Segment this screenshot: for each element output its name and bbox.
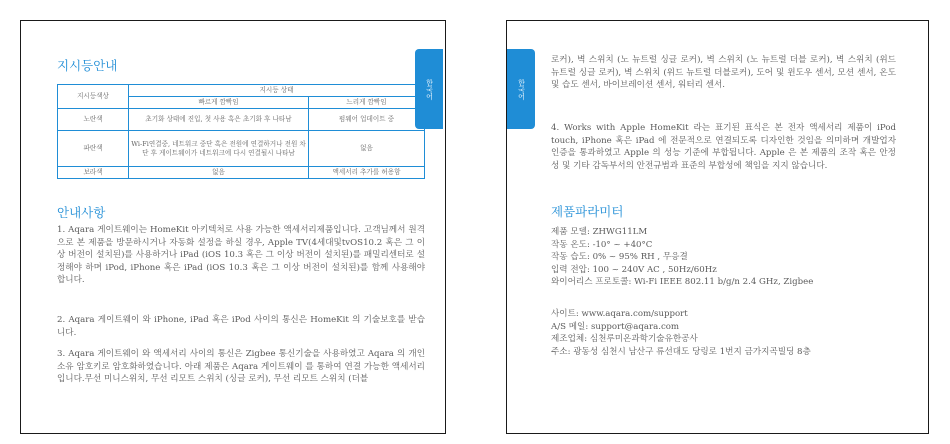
row-slow: 펌웨어 업데이트 중 [309, 109, 425, 131]
spec-line: 작동 습도: 0% ~ 95% RH , 무응결 [551, 252, 688, 263]
notice-paragraph-2: 2. Aqara 게이트웨이 와 iPhone, iPad 혹은 iPod 사이의 통신은 HomeKit 의 기술보호를 받습니다. [57, 315, 425, 338]
indicator-table [57, 84, 425, 179]
language-tab-left: 한국어 [415, 49, 443, 129]
spec-line: 제품 모델: ZHWG11LM [551, 227, 648, 237]
spec-line: 입력 전압: 100 ~ 240V AC , 50Hz/60Hz [551, 264, 717, 275]
row-color: 보라색 [58, 167, 129, 179]
contact-address: 주소: 광동성 심천시 남산구 류선대도 당링로 1번지 금가지곡빌딩 8층 [551, 346, 811, 357]
row-fast: 초기화 상태에 진입, 첫 사용 혹은 초기화 후 나타남 [129, 109, 309, 131]
spec-line: 와이어리스 프로토콜: Wi-Fi IEEE 802.11 b/g/n 2.4 GHz, Zigbee [551, 277, 814, 288]
notice-paragraph-3-continued: 로커), 벽 스위치 (노 뉴트럴 싱글 로커), 벽 스위치 (노 뉴트럴 더블 로커), 벽 스위치 (위드 뉴트럴 싱글 로커), 벽 스위치 (위드 뉴트럴 더블로커), 도어 및 윈도우 센서, 모션 센서, 온도 및 습도 센서, 바이브레이션 센서, 워터리 센서. [551, 55, 896, 91]
notice-paragraph-4: 4. Works with Apple HomeKit 라는 표기된 표식은 본 전자 액세서리 제품이 iPod touch, iPhone 혹은 iPad 에 전문적으로 연결되도록 디자인한 것임을 의미하며 개발업자 인증을 통과하였고 Apple 의 성능 기준에 부합됩니다. Apple 은 본 제품의 조작 혹은 안정성 및 기타 감독부서의 안전규범과 표준의 부합성에 책임을 지지 않습니다. [551, 123, 896, 171]
row-fast: Wi-Fi연결중, 네트워크 중단 혹은 전원에 연결하거나 전원 차단 후 게이트웨이가 네트워크에 다시 연결될시 나타남 [129, 131, 309, 167]
left-page [20, 20, 446, 434]
notice-title: 안내사항 [57, 205, 106, 220]
language-tab-right: 한국어 [507, 49, 535, 129]
col-slow-header: 느리게 깜빡임 [309, 97, 425, 109]
row-fast: 없음 [129, 167, 309, 179]
contact-email: A/S 메일: support@aqara.com [551, 321, 680, 332]
contact-website: 사이트: www.aqara.com/support [551, 309, 688, 319]
col-fast-header: 빠르게 깜빡임 [129, 97, 309, 109]
spec-line: 작동 온도: -10° ~ +40°C [551, 239, 653, 250]
notice-paragraph-1: 1. Aqara 게이트웨이는 HomeKit 아키텍처로 사용 가능한 액세서리제품입니다. 고객님께서 원격으로 본 제품을 방문하시거나 자동화 설정을 하실 경우, Apple TV(4세대및tvOS10.2 혹은 그 이상 버전이 설치된)를 사용하거나 iPad (iOS 10.3 혹은 그 이상 버전이 설치된)를 패밀리센터로 설정해야 하며 iPod, iPhone 혹은 iPad (iOS 10.3 혹은 그 이상 버전이 설치된)를 함께 사용해야 합니다. [57, 225, 425, 286]
table-row [58, 167, 425, 179]
right-page [506, 20, 929, 434]
contact-list [551, 308, 911, 358]
col-group-header: 지시등 상태 [129, 85, 425, 97]
table-row [58, 109, 425, 131]
contact-manufacturer: 제조업체: 심천루미온과학기술유한공사 [551, 334, 698, 345]
row-color: 노란색 [58, 109, 129, 131]
notice-paragraph-3: 3. Aqara 게이트웨이 와 액세서리 사이의 통신은 Zigbee 통신기술을 사용하였고 Aqara 의 개인소유 암호키로 암호화하였습니다. 아래 제품은 Aqara 게이트웨이 를 통하여 연결 가능한 액세서리입니다.무선 미니스위치, 무선 리모트 스위치 (싱글 로커), 무선 리모트 스위치 (더블 [57, 349, 425, 385]
row-slow: 없음 [309, 131, 425, 167]
spec-list [551, 226, 911, 289]
col-state-header: 지시등색상 [58, 85, 129, 109]
params-title: 제품파라미터 [551, 204, 624, 219]
indicator-title: 지시등안내 [57, 58, 118, 73]
row-color: 파란색 [58, 131, 129, 167]
table-row [58, 131, 425, 167]
row-slow: 액세서리 추가를 허용함 [309, 167, 425, 179]
